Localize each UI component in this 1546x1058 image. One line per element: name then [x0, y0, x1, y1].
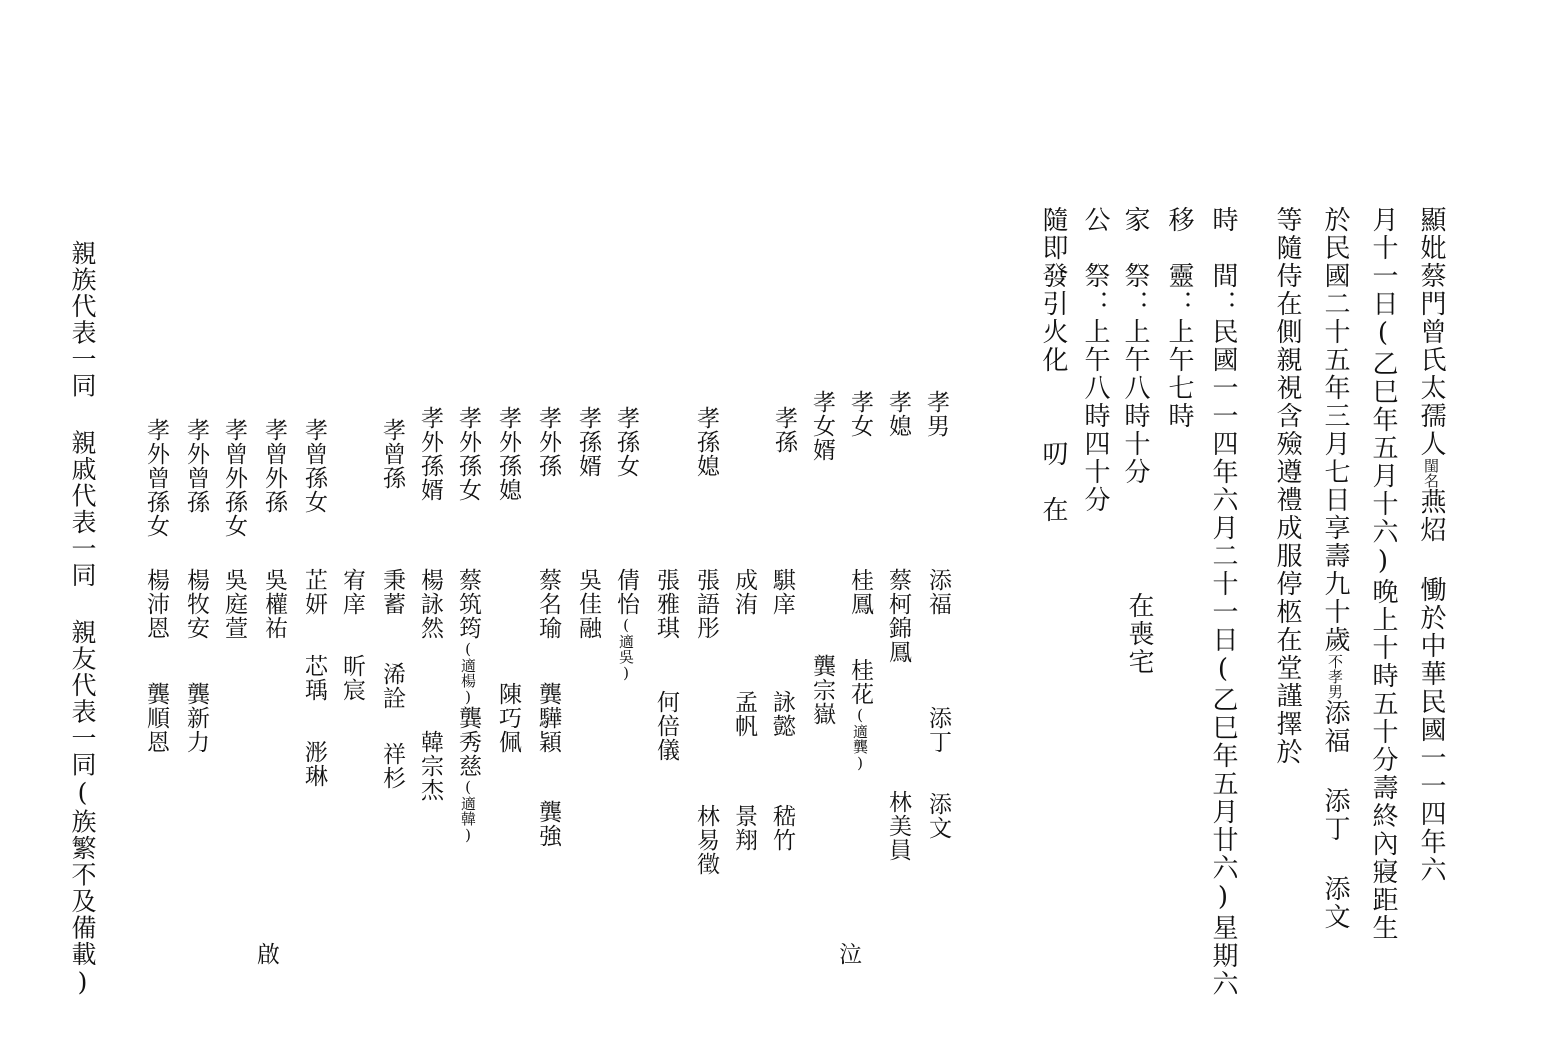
role-granddaughter-in-law: 孝孫媳: [693, 406, 719, 478]
name-daughter-2: 桂花: [847, 658, 873, 706]
notice-line-3-note: 不孝男: [1326, 654, 1344, 699]
role-outer-granddaughter-in-law: 孝外孫媳: [495, 406, 521, 502]
name-grandson-2: 詠懿: [769, 690, 795, 738]
name-outer-great-grandson-2: 龔新力: [183, 682, 209, 754]
role-outer-great-grandson: 孝外曾孫: [183, 418, 209, 514]
name-grandson-1: 騏庠: [769, 568, 795, 616]
role-outer-granddaughter: 孝外孫女: [455, 406, 481, 502]
name-gdil-3: 張雅琪: [653, 568, 679, 640]
name-great-grandson-4: 宥庠: [339, 568, 365, 616]
name-outer-great-granddaughter-2: 龔順恩: [143, 682, 169, 754]
name-grandson-5: 孟帆: [731, 690, 757, 738]
name-outer-grandson-2: 龔驊穎: [535, 682, 561, 754]
name-great-granddaughter-1: 芷妍: [301, 568, 327, 616]
name-great-grandson-5: 昕宸: [339, 654, 365, 702]
role-daughter: 孝女: [847, 390, 873, 438]
name-son-in-law: 龔宗嶽: [809, 654, 835, 726]
notice-line-3-tail: 添福 添丁 添文: [1320, 699, 1350, 931]
name-son-3: 添文: [925, 792, 951, 840]
notice-line-2: 月十一日(乙巳年五月十六)晚上十時五十分壽終內寢距生: [1368, 206, 1398, 942]
role-outer-great-granddaughter: 孝外曾孫女: [143, 418, 169, 538]
notice-line-public-rite: 公 祭：上午八時四十分: [1080, 206, 1110, 514]
notice-line-3: 於民國二十五年三月七日享壽九十歲: [1320, 206, 1350, 654]
name-gdil-1: 張語彤: [693, 568, 719, 640]
name-grand-son-in-law: 吳佳融: [575, 568, 601, 640]
notice-line-family-rite: 家 祭：上午八時十分: [1120, 206, 1150, 486]
role-grand-son-in-law: 孝孫婿: [575, 406, 601, 478]
name-son-2: 添丁: [925, 706, 951, 754]
role-grandson: 孝孫: [771, 406, 797, 454]
name-great-grandson-2: 浠詮: [379, 662, 405, 710]
name-great-outer-grandson: 吳權祐: [261, 568, 287, 640]
role-son-in-law: 孝女婿: [809, 390, 835, 462]
role-daughter-in-law: 孝媳: [885, 390, 911, 438]
notice-line-location: 在喪宅: [1124, 592, 1154, 676]
notice-line-1-note: 閨名: [1422, 458, 1440, 488]
notice-line-move: 移 靈：上午七時: [1164, 206, 1194, 430]
name-daughter-1: 桂鳳: [847, 568, 873, 616]
role-great-outer-grandson: 孝曾外孫: [261, 418, 287, 514]
role-great-grandson: 孝曾孫: [379, 418, 405, 490]
name-outer-great-grandson-1: 楊牧安: [183, 568, 209, 640]
notice-line-kin: 叨 在: [1038, 440, 1068, 524]
notice-line-4: 等隨侍在側親視含殮遵禮成服停柩在堂謹擇於: [1272, 206, 1302, 766]
relatives-line: 親族代表一同 親戚代表一同 親友代表一同(族繁不及備載): [68, 240, 97, 998]
name-great-granddaughter-2: 芯瑀: [301, 654, 327, 702]
name-outer-gdil: 陳巧佩: [495, 682, 521, 754]
notice-line-1-tail: 燕炤 慟於中華民國一一四年六: [1416, 488, 1446, 884]
name-outer-granddaughter-1: 蔡筑筠: [455, 568, 481, 640]
role-outer-grandson: 孝外孫: [535, 406, 561, 478]
notice-line-time: 時 間：民國一一四年六月二十一日(乙巳年五月廿六)星期六: [1208, 206, 1238, 998]
name-outer-great-granddaughter-1: 楊沛恩: [143, 568, 169, 640]
role-outer-grand-son-in-law: 孝外孫婿: [417, 406, 443, 502]
role-son: 孝男: [923, 390, 949, 438]
name-great-outer-granddaughter: 吳庭萱: [221, 568, 247, 640]
name-outer-grandson-1: 蔡名瑜: [535, 568, 561, 640]
name-great-granddaughter-3: 浵琳: [301, 740, 327, 788]
name-outer-gsil-1: 楊詠然: [417, 568, 443, 640]
name-outer-granddaughter-2: 龔秀慈: [455, 706, 481, 778]
name-granddaughter: 倩怡: [613, 568, 639, 616]
name-great-grandson-3: 祥杉: [379, 742, 405, 790]
family-closing: 泣: [835, 942, 861, 965]
relatives-closing: 啟: [253, 942, 279, 965]
name-gdil-2: 林易徵: [693, 804, 719, 876]
role-granddaughter: 孝孫女: [613, 406, 639, 478]
name-outer-granddaughter-2-note: (適韓): [459, 778, 477, 844]
notice-line-cremation: 隨即發引火化: [1038, 206, 1068, 374]
name-outer-grandson-3: 龔強: [535, 800, 561, 848]
role-great-outer-granddaughter: 孝曾外孫女: [221, 418, 247, 538]
name-grandson-3: 嵇竹: [769, 804, 795, 852]
name-daughter-2-note: (適龔): [851, 706, 869, 772]
name-son-1: 添福: [925, 568, 951, 616]
name-gdil-4: 何倍儀: [653, 690, 679, 762]
name-dil-2: 林美員: [885, 790, 911, 862]
notice-line-1: 顯妣蔡門曾氏太孺人: [1416, 206, 1446, 458]
name-grandson-4: 成洧: [731, 568, 757, 616]
name-grandson-6: 景翔: [731, 804, 757, 852]
name-great-grandson-1: 秉蓄: [379, 568, 405, 616]
name-granddaughter-note: (適吳): [617, 616, 635, 682]
name-dil-1: 蔡柯錦鳳: [885, 568, 911, 664]
name-outer-granddaughter-1-note: (適楊): [459, 640, 477, 706]
role-great-granddaughter: 孝曾孫女: [301, 418, 327, 514]
name-outer-gsil-2: 韓宗杰: [417, 730, 443, 802]
